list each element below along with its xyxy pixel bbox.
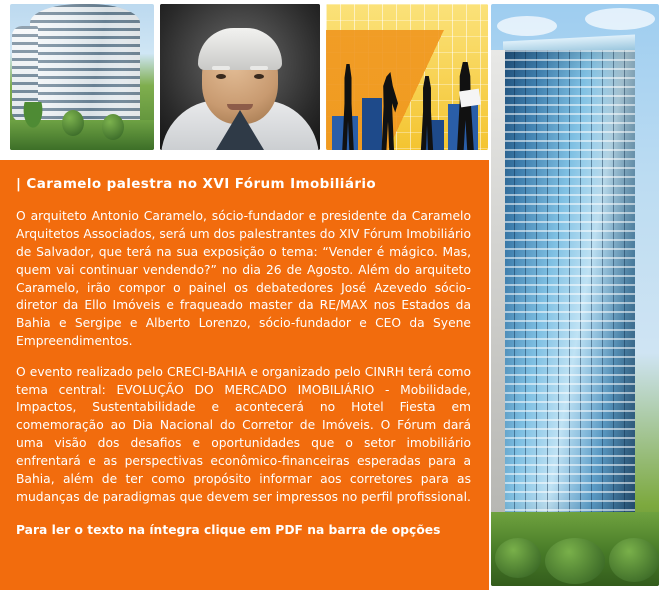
portrait-eye-right bbox=[254, 74, 264, 79]
office-tower-photo bbox=[491, 4, 659, 586]
portrait-eyebrow-left bbox=[212, 66, 230, 70]
article-panel bbox=[0, 160, 489, 590]
cloud-shape bbox=[585, 8, 655, 30]
bush-shape bbox=[545, 538, 605, 584]
tower-facade-shape bbox=[503, 50, 635, 520]
top-image-strip bbox=[10, 4, 488, 150]
article-paragraph-2: O evento realizado pelo CRECI-BAHIA e organizado pelo CINRH terá como tema central: EVOLUÇÃO DO MERCADO IMOBILIÁRIO - Mobilidade, Impactos, Sustentabilidade e acontecerá no Hotel Fiesta em comemoração ao Dia Nacional do Corretor de Imóveis. O Fórum dará uma visão dos desafios e oportunidades que o setor imobiliário enfrentará e as perspectivas econômico-financeiras esperadas para a Bahia, além de ter como propósito informar aos corretores para as mudanças de paradigmas que devem ser impressos no perfil profissional. bbox=[16, 364, 471, 504]
tree-shape bbox=[62, 110, 84, 136]
page-title: | Caramelo palestra no XVI Fórum Imobiliário bbox=[16, 176, 377, 192]
silhouette-building bbox=[362, 98, 382, 150]
portrait-photo bbox=[160, 4, 320, 150]
portrait-eye-left bbox=[216, 74, 226, 79]
bush-shape bbox=[495, 538, 541, 578]
building-photo bbox=[10, 4, 154, 150]
tree-shape bbox=[102, 114, 124, 140]
portrait-eyebrow-right bbox=[250, 66, 268, 70]
portrait-mouth bbox=[227, 104, 253, 110]
silhouette-clipboard bbox=[459, 89, 481, 108]
pdf-call-to-action[interactable]: Para ler o texto na íntegra clique em PDF na barra de opções bbox=[16, 523, 441, 538]
cloud-shape bbox=[497, 16, 557, 36]
palm-tree-shape bbox=[16, 102, 50, 142]
tower-side-column-shape bbox=[491, 50, 505, 520]
article-paragraph-1: O arquiteto Antonio Caramelo, sócio-fundador e presidente da Caramelo Arquitetos Associados, será um dos palestrantes do XIV Fórum Imobiliário de Salvador, que terá na sua exposição o tema: “Vender é mágico. Mas, quem vai continuar vendendo?” no dia 26 de Agosto. Além do arquiteto Caramelo, irão compor o painel os debatedores José Azevedo sócio-diretor da Ello Imóveis e fraqueado master da RE/MAX nos Estados da Bahia e Sergipe e Alberto Lorenzo, sócio-fundador e CEO da Syene Empreendimentos. bbox=[16, 209, 471, 348]
silhouette-illustration bbox=[326, 4, 488, 150]
bush-shape bbox=[609, 538, 659, 582]
